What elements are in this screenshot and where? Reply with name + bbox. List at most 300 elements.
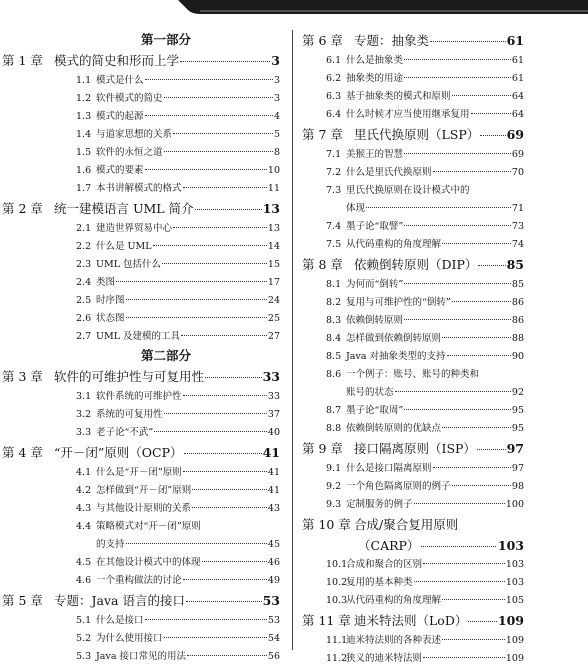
chapter-number: 第 2 章 — [2, 201, 43, 216]
leader-dots — [180, 61, 270, 62]
section-number: 1.2 — [76, 93, 92, 104]
section-number: 4.3 — [76, 503, 92, 514]
page-number: 86 — [511, 315, 524, 326]
toc-section-entry[interactable] — [302, 556, 524, 574]
chapter-title: 专题：Java 语言的接口 — [54, 593, 185, 608]
section-title: 本书讲解模式的格式 — [96, 183, 182, 194]
toc-section-entry[interactable] — [302, 52, 524, 70]
section-number: 2.6 — [76, 313, 92, 324]
section-title: 在其他设计模式中的体现 — [96, 557, 201, 568]
leader-dots — [452, 301, 511, 302]
section-title: 复用的基本种类 — [346, 577, 413, 588]
section-number: 7.2 — [326, 167, 342, 178]
section-number: 4.1 — [76, 467, 92, 478]
leader-dots — [187, 655, 267, 656]
toc-section-entry[interactable] — [302, 276, 524, 294]
toc-chapter-entry[interactable] — [2, 198, 280, 220]
toc-section-entry[interactable] — [302, 236, 524, 254]
page-number: 49 — [267, 575, 280, 586]
page-number: 85 — [511, 279, 524, 290]
page-number: 69 — [511, 149, 524, 160]
chapter-title: 统一建模语言 UML 简介 — [54, 201, 194, 216]
section-number: 1.3 — [76, 111, 92, 122]
section-title: 账号的状态 — [346, 387, 394, 398]
leader-dots — [447, 355, 511, 356]
page-number: 97 — [506, 441, 524, 456]
toc-section-entry[interactable] — [302, 478, 524, 496]
page-number: 85 — [506, 257, 524, 272]
page-number: 37 — [267, 409, 280, 420]
page-number: 45 — [267, 539, 280, 550]
page-number: 56 — [267, 651, 280, 662]
section-number: 4.2 — [76, 485, 92, 496]
chapter-number: 第 11 章 — [302, 613, 351, 628]
chapter-number: 第 9 章 — [302, 441, 343, 456]
toc-section-entry[interactable] — [52, 274, 280, 292]
section-number: 6.2 — [326, 73, 342, 84]
leader-dots — [421, 546, 495, 547]
page-number: 40 — [267, 427, 280, 438]
leader-dots — [442, 427, 511, 428]
section-title: 为何而“倒转” — [346, 279, 404, 290]
page-number: 14 — [267, 241, 280, 252]
leader-dots — [395, 391, 511, 392]
page-number: 5 — [273, 129, 280, 140]
leader-dots — [192, 507, 267, 508]
page-number: 74 — [511, 239, 524, 250]
toc-section-entry[interactable] — [52, 238, 280, 256]
toc-section-entry[interactable] — [52, 554, 280, 572]
toc-section-entry[interactable] — [302, 294, 524, 312]
page-number: 92 — [511, 387, 524, 398]
toc-section-entry[interactable] — [302, 592, 524, 610]
leader-dots — [192, 489, 267, 490]
page-number: 105 — [505, 595, 524, 606]
page-number: 25 — [267, 313, 280, 324]
leader-dots — [173, 227, 267, 228]
chapter-title: 合成/聚合复用原则 — [354, 517, 459, 532]
leader-dots — [404, 225, 511, 226]
section-number: 8.1 — [326, 279, 342, 290]
toc-section-entry[interactable] — [302, 218, 524, 236]
section-title: 一个例子：账号、账号的种类和 — [346, 369, 480, 380]
section-number: 11.1 — [326, 635, 348, 646]
section-number: 5.1 — [76, 615, 92, 626]
section-title: 什么是里氏代换原则 — [346, 167, 432, 178]
page-number: 103 — [505, 559, 524, 570]
leader-dots — [164, 151, 273, 152]
leader-dots — [404, 153, 511, 154]
section-title: 什么时候才应当使用继承复用 — [346, 109, 470, 120]
section-title: 什么是抽象类 — [346, 55, 404, 66]
section-number: 5.2 — [76, 633, 92, 644]
toc-section-entry[interactable] — [52, 424, 280, 442]
section-title: 狭义的迪米特法则 — [346, 653, 423, 664]
toc-section-entry[interactable] — [52, 388, 280, 406]
leader-dots — [153, 245, 267, 246]
section-title: 什么是接口 — [96, 615, 144, 626]
page-number: 61 — [511, 55, 524, 66]
leader-dots — [184, 453, 262, 454]
section-number: 4.5 — [76, 557, 92, 568]
section-number: 8.7 — [326, 405, 342, 416]
section-number: 9.2 — [326, 481, 342, 492]
section-number: 8.5 — [326, 351, 342, 362]
section-title: 里氏代换原则在设计模式中的 — [346, 185, 470, 196]
toc-section-entry[interactable] — [52, 292, 280, 310]
leader-dots — [477, 449, 506, 450]
section-title: 什么是接口隔离原则 — [346, 463, 432, 474]
toc-section-entry[interactable] — [302, 366, 524, 384]
toc-section-entry[interactable] — [302, 402, 524, 420]
page-number: 109 — [497, 613, 524, 628]
section-number: 1.4 — [76, 129, 92, 140]
section-title: 与道家思想的关系 — [96, 129, 173, 140]
section-number: 3.1 — [76, 391, 92, 402]
chapter-title: （CARP） — [358, 538, 420, 553]
section-title: 依赖倒转原则 — [346, 315, 404, 326]
leader-dots — [195, 209, 262, 210]
section-title: 为什么使用接口 — [96, 633, 163, 644]
toc-section-entry[interactable] — [302, 330, 524, 348]
toc-chapter-entry[interactable] — [2, 366, 280, 388]
toc-section-entry[interactable] — [302, 496, 524, 514]
section-number: 1.7 — [76, 183, 92, 194]
chapter-title: 接口隔离原则（ISP） — [354, 441, 476, 456]
section-title: 一个重构做法的讨论 — [96, 575, 182, 586]
page-number: 3 — [273, 75, 280, 86]
section-number: 7.3 — [326, 185, 342, 196]
toc-section-entry[interactable] — [52, 126, 280, 144]
toc-section-entry[interactable] — [52, 108, 280, 126]
chapter-title: 里氏代换原则（LSP） — [354, 127, 480, 142]
page-number: 10 — [267, 165, 280, 176]
section-number: 11.2 — [326, 653, 348, 664]
leader-dots — [154, 431, 267, 432]
toc-section-entry[interactable] — [302, 164, 524, 182]
toc-section-entry[interactable] — [52, 518, 280, 536]
section-number: 2.7 — [76, 331, 92, 342]
toc-section-entry[interactable] — [302, 460, 524, 478]
section-title: 基于抽象类的模式和原则 — [346, 91, 451, 102]
toc-chapter-entry[interactable] — [2, 50, 280, 72]
page-number: 69 — [506, 127, 524, 142]
toc-section-entry[interactable] — [52, 144, 280, 162]
toc-chapter-entry[interactable] — [2, 442, 280, 464]
section-number: 8.6 — [326, 369, 342, 380]
toc-section-entry[interactable] — [52, 328, 280, 346]
section-title: 模式的起源 — [96, 111, 144, 122]
leader-dots — [162, 263, 267, 264]
page-number: 100 — [505, 499, 524, 510]
toc-section-entry[interactable] — [52, 406, 280, 424]
toc-chapter-entry[interactable] — [302, 254, 524, 276]
toc-section-entry[interactable] — [52, 482, 280, 500]
page-number: 103 — [497, 538, 524, 553]
toc-section-entry[interactable] — [52, 612, 280, 630]
toc-section-entry[interactable] — [52, 90, 280, 108]
leader-dots — [404, 319, 511, 320]
toc-section-entry[interactable] — [302, 182, 524, 200]
section-title: 软件系统的可维护性 — [96, 391, 182, 402]
toc-section-entry[interactable] — [302, 420, 524, 438]
leader-dots — [404, 77, 511, 78]
leader-dots — [430, 41, 506, 42]
section-number: 8.4 — [326, 333, 342, 344]
leader-dots — [183, 187, 267, 188]
page-number: 109 — [505, 653, 524, 664]
page-number: 41 — [267, 467, 280, 478]
toc-section-entry[interactable] — [52, 180, 280, 198]
toc-section-entry[interactable] — [52, 162, 280, 180]
section-title: 抽象类的用途 — [346, 73, 404, 84]
page-number: 61 — [506, 33, 524, 48]
section-number: 5.3 — [76, 651, 92, 662]
leader-dots — [126, 543, 267, 544]
section-title: 墨子论“取周” — [346, 405, 404, 416]
chapter-number: 第 3 章 — [2, 369, 43, 384]
chapter-number: 第 10 章 — [302, 517, 351, 532]
leader-dots — [205, 377, 262, 378]
section-number: 9.3 — [326, 499, 342, 510]
page-number: 33 — [262, 369, 280, 384]
section-number: 1.5 — [76, 147, 92, 158]
section-number: 4.6 — [76, 575, 92, 586]
section-number: 6.3 — [326, 91, 342, 102]
section-title: 什么是“开－闭”原则 — [96, 467, 182, 478]
leader-dots — [186, 601, 262, 602]
page-number: 24 — [267, 295, 280, 306]
page-number: 54 — [267, 633, 280, 644]
leader-dots — [183, 471, 267, 472]
toc-section-entry[interactable] — [52, 256, 280, 274]
page-number: 109 — [505, 635, 524, 646]
leader-dots — [145, 79, 273, 80]
page-number: 43 — [267, 503, 280, 514]
section-number: 2.5 — [76, 295, 92, 306]
page-number: 103 — [505, 577, 524, 588]
section-title: 墨子论“取譬” — [346, 221, 404, 232]
chapter-number: 第 6 章 — [302, 33, 343, 48]
toc-section-entry[interactable] — [52, 220, 280, 238]
page-number: 15 — [267, 259, 280, 270]
leader-dots — [433, 171, 511, 172]
toc-chapter-entry[interactable] — [302, 30, 524, 52]
leader-dots — [183, 395, 267, 396]
page-number: 4 — [273, 111, 280, 122]
section-title: 从代码重构的角度理解 — [346, 595, 442, 606]
leader-dots — [442, 243, 511, 244]
leader-dots — [173, 133, 273, 134]
chapter-title: 依赖倒转原则（DIP） — [354, 257, 478, 272]
section-title: 什么是 UML — [96, 241, 152, 252]
leader-dots — [164, 413, 267, 414]
leader-dots — [414, 503, 505, 504]
toc-section-entry[interactable] — [52, 310, 280, 328]
toc-section-entry[interactable] — [302, 348, 524, 366]
toc-section-entry[interactable] — [302, 650, 524, 668]
toc-section-entry[interactable] — [52, 500, 280, 518]
section-title: 怎样做到依赖倒转原则 — [346, 333, 442, 344]
chapter-title: 模式的简史和形而上学 — [54, 53, 180, 68]
leader-dots — [478, 265, 505, 266]
leader-dots — [442, 599, 505, 600]
leader-dots — [181, 335, 267, 336]
section-number: 4.4 — [76, 521, 92, 532]
toc-section-entry[interactable] — [302, 106, 524, 124]
toc-section-entry[interactable] — [302, 146, 524, 164]
page-top-decoration — [0, 0, 588, 30]
page-number: 41 — [262, 445, 280, 460]
section-number: 2.4 — [76, 277, 92, 288]
page-number: 90 — [511, 351, 524, 362]
leader-dots — [183, 579, 267, 580]
section-number: 9.1 — [326, 463, 342, 474]
section-title: 策略模式对“开－闭”原则 — [96, 521, 201, 532]
section-title: 合成和聚合的区别 — [346, 559, 423, 570]
toc-section-entry[interactable] — [52, 72, 280, 90]
section-title: 软件的永恒之道 — [96, 147, 163, 158]
page-number: 73 — [511, 221, 524, 232]
leader-dots — [423, 657, 505, 658]
page-number: 53 — [267, 615, 280, 626]
page-number: 64 — [511, 109, 524, 120]
toc-section-entry[interactable] — [302, 574, 524, 592]
section-title: Java 接口常见的用法 — [96, 651, 187, 662]
chapter-title: 软件的可维护性与可复用性 — [54, 369, 205, 384]
section-number: 8.2 — [326, 297, 342, 308]
page-number: 41 — [267, 485, 280, 496]
toc-right-column — [302, 30, 524, 668]
page-number: 95 — [511, 423, 524, 434]
leader-dots — [433, 467, 511, 468]
page-number: 53 — [262, 593, 280, 608]
section-title: 时序图 — [96, 295, 125, 306]
toc-section-entry[interactable] — [302, 88, 524, 106]
section-number: 8.3 — [326, 315, 342, 326]
page-number: 97 — [511, 463, 524, 474]
page-number: 27 — [267, 331, 280, 342]
section-number: 1.6 — [76, 165, 92, 176]
leader-dots — [468, 621, 497, 622]
section-title: 依赖倒转原则的优缺点 — [346, 423, 442, 434]
page-number: 46 — [267, 557, 280, 568]
leader-dots — [164, 637, 267, 638]
toc-entry-continuation[interactable] — [302, 384, 524, 402]
toc-section-entry[interactable] — [302, 70, 524, 88]
toc-chapter-entry[interactable] — [302, 124, 524, 146]
page-number: 11 — [267, 183, 280, 194]
section-title: 美猴王的智慧 — [346, 149, 404, 160]
section-number: 2.3 — [76, 259, 92, 270]
section-number: 1.1 — [76, 75, 92, 86]
leader-dots — [442, 639, 505, 640]
section-title: 建造世界贸易中心 — [96, 223, 173, 234]
page-number: 33 — [267, 391, 280, 402]
section-title: 类图 — [96, 277, 116, 288]
toc-section-entry[interactable] — [302, 632, 524, 650]
page-number: 13 — [262, 201, 280, 216]
leader-dots — [126, 317, 267, 318]
leader-dots — [126, 299, 267, 300]
page-number: 3 — [273, 93, 280, 104]
section-number: 2.1 — [76, 223, 92, 234]
section-number: 7.5 — [326, 239, 342, 250]
page-number: 61 — [511, 73, 524, 84]
leader-dots — [202, 561, 267, 562]
page-number: 8 — [273, 147, 280, 158]
leader-dots — [145, 169, 267, 170]
toc-chapter-continuation[interactable] — [302, 536, 524, 556]
chapter-number: 第 7 章 — [302, 127, 343, 142]
page-number: 98 — [511, 481, 524, 492]
leader-dots — [442, 337, 511, 338]
chapter-title: 迪米特法则（LoD） — [354, 613, 468, 628]
page-number: 71 — [511, 203, 524, 214]
leader-dots — [452, 95, 511, 96]
toc-chapter-entry[interactable] — [302, 438, 524, 460]
toc-chapter-entry[interactable] — [302, 514, 524, 536]
section-title: 从代码重构的角度理解 — [346, 239, 442, 250]
section-number: 6.4 — [326, 109, 342, 120]
section-number: 10.3 — [326, 595, 348, 606]
part-heading: 第一部分 — [140, 32, 191, 47]
leader-dots — [404, 409, 511, 410]
toc-section-entry[interactable] — [302, 312, 524, 330]
section-title: UML 及建模的工具 — [96, 331, 181, 342]
section-title: 软件模式的简史 — [96, 93, 163, 104]
section-title: 的支持 — [96, 539, 125, 550]
section-title: 模式是什么 — [96, 75, 144, 86]
chapter-title: “开－闭”原则（OCP） — [54, 445, 183, 460]
toc-entry-continuation[interactable] — [302, 200, 524, 218]
leader-dots — [423, 563, 505, 564]
toc-section-entry[interactable] — [52, 648, 280, 666]
section-title: 迪米特法则的各种表述 — [346, 635, 442, 646]
section-title: 复用与可维护性的“倒转” — [346, 297, 451, 308]
section-number: 2.2 — [76, 241, 92, 252]
section-title: 定制服务的例子 — [346, 499, 413, 510]
leader-dots — [164, 97, 273, 98]
toc-chapter-entry[interactable] — [302, 610, 524, 632]
leader-dots — [145, 619, 267, 620]
toc-section-entry[interactable] — [52, 572, 280, 590]
section-title: 一个角色隔离原则的例子 — [346, 481, 451, 492]
page-number: 88 — [511, 333, 524, 344]
toc-left-column — [2, 30, 280, 666]
section-title: 状态图 — [96, 313, 125, 324]
chapter-number: 第 1 章 — [2, 53, 43, 68]
section-number: 3.3 — [76, 427, 92, 438]
section-number: 7.1 — [326, 149, 342, 160]
chapter-number: 第 5 章 — [2, 593, 43, 608]
toc-chapter-entry[interactable] — [2, 590, 280, 612]
section-title: 与其他设计原则的关系 — [96, 503, 192, 514]
section-title: Java 对抽象类型的支持 — [346, 351, 446, 362]
page-number: 86 — [511, 297, 524, 308]
section-title: 模式的要素 — [96, 165, 144, 176]
toc-section-entry[interactable] — [52, 464, 280, 482]
page-number: 70 — [511, 167, 524, 178]
section-number: 7.4 — [326, 221, 342, 232]
toc-entry-continuation[interactable] — [52, 536, 280, 554]
leader-dots — [471, 113, 511, 114]
toc-section-entry[interactable] — [52, 630, 280, 648]
leader-dots — [414, 581, 505, 582]
part-heading: 第二部分 — [140, 348, 191, 363]
column-divider — [292, 30, 293, 650]
leader-dots — [404, 283, 511, 284]
